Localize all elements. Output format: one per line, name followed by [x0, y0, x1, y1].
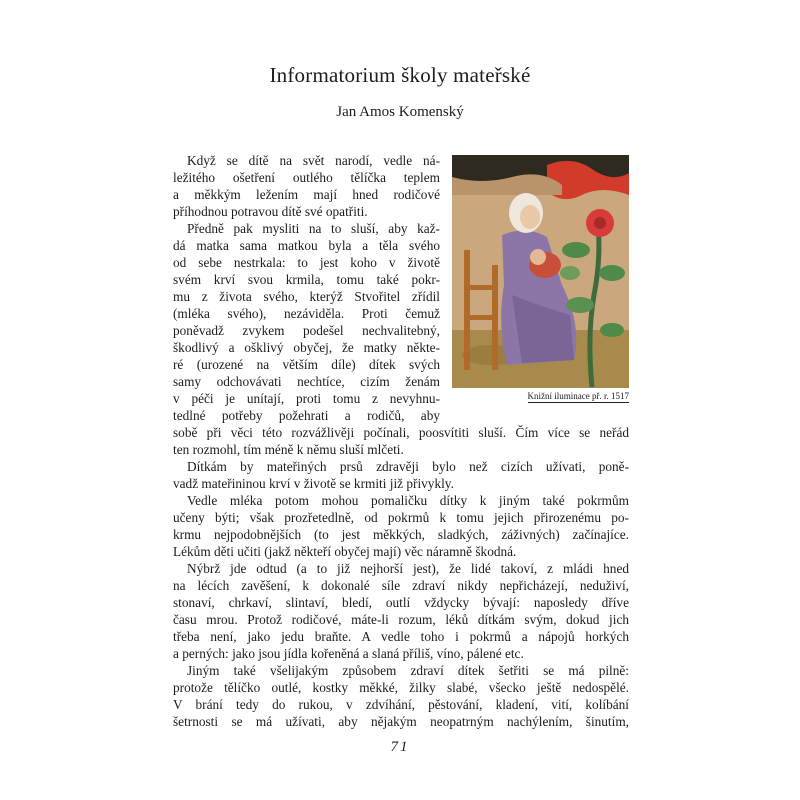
text-line: vadž mateřininou krví v životě se krmiti již přivykly.	[173, 476, 454, 491]
text-line: času mrou. Protož rodičové, máte-li rozum, léků dítkám svým, dokud jich	[173, 612, 629, 627]
text-line: protože tělíčko outlé, kostky měkké, žilky slabé, všecko ještě nedospělé.	[173, 680, 629, 695]
illumination-image	[452, 155, 629, 388]
text-line: na lécích zavěšení, k dokonalé síle zdraví nikdy nepřicházejí, neduživí,	[173, 578, 629, 593]
text-line: Vedle mléka potom mohou pomaličku dítky k jiným také pokrmům	[187, 493, 629, 508]
text-line: ré (urozené na větším díle) dítek svých	[173, 357, 440, 372]
text-line: (mléka svého), nezáviděla. Proti čemuž	[173, 306, 440, 321]
caption-text: Knižní iluminace př. r. 1517	[527, 391, 629, 401]
text-line: šetrnosti se má užívati, aby nějakým neopatrným nachýlením, šinutím,	[173, 714, 629, 729]
text-line: a perných: jako jsou jídla kořeněná a slaná příliš, víno, pálené etc.	[173, 646, 524, 661]
text-line: od sebe nestrkala: to jest koho v životě	[173, 255, 440, 270]
text-line: v péči je unítají, proti tomu z nevyhnu-	[173, 391, 440, 406]
author-name: Jan Amos Komenský	[336, 104, 464, 120]
page-title: Informatorium školy mateřské	[269, 63, 531, 87]
text-line: učeny býti; však prozřetedlně, od pokrmů k tomu jejich přirozenému po-	[173, 510, 629, 525]
text-line: třeba není, jako jedu braňte. A vedle toho i pokrmů a nápojů horkých	[173, 629, 629, 644]
text-line: škodlivý a ošklivý obyčej, že matky někte-	[173, 340, 440, 355]
text-line: V brání tedy do rukou, v zdvíhání, pěstování, kladení, vití, kolíbání	[173, 697, 629, 712]
text-line: tedlné potřeby požehrati a rodičů, aby	[173, 408, 440, 423]
text-line: Nýbrž jde odtud (a to již nejhorší jest), že lidé takoví, z mládi hned	[187, 561, 629, 576]
text-line: Jiným také všelijakým způsobem zdraví dítek šetřiti se má pilně:	[187, 663, 629, 678]
text-line: dá matka sama matkou byla a těla svého	[173, 238, 440, 253]
page-number: 71	[390, 739, 410, 755]
text-line: sobě při věci této rozvážlivěji počínali, poosvítiti sluší. Čím více se neřád	[173, 425, 629, 440]
image-caption	[452, 390, 629, 402]
text-line: Když se dítě na svět narodí, vedle ná-	[187, 153, 440, 168]
illumination-painting	[452, 155, 629, 388]
text-line: mu z života svého, kterýž Stvořitel zřídil	[173, 289, 440, 304]
text-line: a měkkým ležením mají hned rodičové	[173, 187, 440, 202]
text-line: Dítkám by mateřiných prsů zdravěji bylo než cizích užívati, poně-	[187, 459, 629, 474]
text-line: krmu nejpodobnějších (to jest měkkých, sladkých, záživných) začínajíce.	[173, 527, 629, 542]
text-line: ten rozmohl, tím méně k němu sluší mlčeti.	[173, 442, 404, 457]
text-line: Předně pak mysliti na to sluší, aby kaž-	[187, 221, 440, 236]
text-line: svém krví svou krmila, tomu také pokr-	[173, 272, 440, 287]
text-line: poněvadž zvykem podešel nechvalitebný,	[173, 323, 440, 338]
text-line: ležitého ošetření outlého tělíčka teplem	[173, 170, 440, 185]
text-line: příhodnou potravou dítě své opatřiti.	[173, 204, 368, 219]
text-line: stonaví, chrkaví, slintaví, bledí, outlí vždycky bývají: naposledy dříve	[173, 595, 629, 610]
text-line: Lékům děti učiti (jakž někteří obyčej mají) věc náramně škodná.	[173, 544, 517, 559]
text-line: samy odchovávati nechtíce, cizím ženám	[173, 374, 440, 389]
